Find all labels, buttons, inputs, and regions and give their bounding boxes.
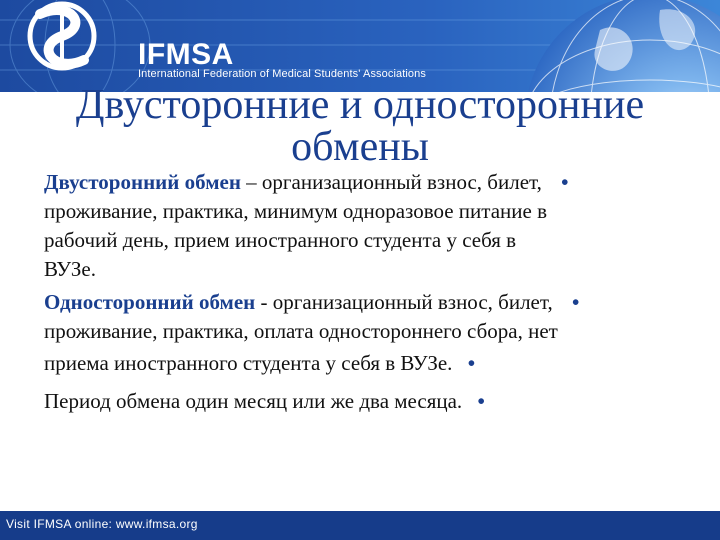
bilateral-lead: Двусторонний обмен xyxy=(44,170,241,194)
unilateral-text-3: приема иностранного студента у себя в ВУЗе. xyxy=(44,351,453,375)
unilateral-text-1: - организационный взнос, билет, xyxy=(255,290,553,314)
org-full-name: International Federation of Medical Students' Associations xyxy=(138,68,426,80)
bilateral-paragraph xyxy=(44,168,674,284)
footer-bar xyxy=(0,511,720,540)
bullet-marker: • xyxy=(477,389,485,413)
header-banner xyxy=(0,0,720,92)
title-line-2: обмены xyxy=(291,124,429,170)
bullet-marker: • xyxy=(467,351,476,375)
footer-website-link[interactable]: Visit IFMSA online: www.ifmsa.org xyxy=(6,517,198,531)
bilateral-text-4: ВУЗе. xyxy=(44,257,96,281)
unilateral-text-2: проживание, практика, оплата одностороннего сбора, нет xyxy=(44,319,558,343)
bullet-marker: • xyxy=(561,170,569,194)
period-text: Период обмена один месяц или же два месяца. xyxy=(44,389,463,413)
unilateral-paragraph xyxy=(44,288,674,380)
globe-icon xyxy=(480,0,720,92)
unilateral-lead: Односторонний обмен xyxy=(44,290,256,314)
bilateral-text-2: проживание, практика, минимум одноразовое питание в xyxy=(44,199,547,223)
period-paragraph xyxy=(44,384,674,418)
ifmsa-logo-icon xyxy=(10,0,120,88)
slide-title xyxy=(0,84,720,168)
bilateral-text-3: рабочий день, прием иностранного студента у себя в xyxy=(44,228,517,252)
bilateral-text-1: – организационный взнос, билет, xyxy=(240,170,542,194)
title-line-1: Двусторонние и односторонние xyxy=(75,82,645,128)
org-short-name: IFMSA xyxy=(138,38,234,71)
bullet-marker: • xyxy=(571,290,580,314)
slide-body xyxy=(44,168,674,418)
